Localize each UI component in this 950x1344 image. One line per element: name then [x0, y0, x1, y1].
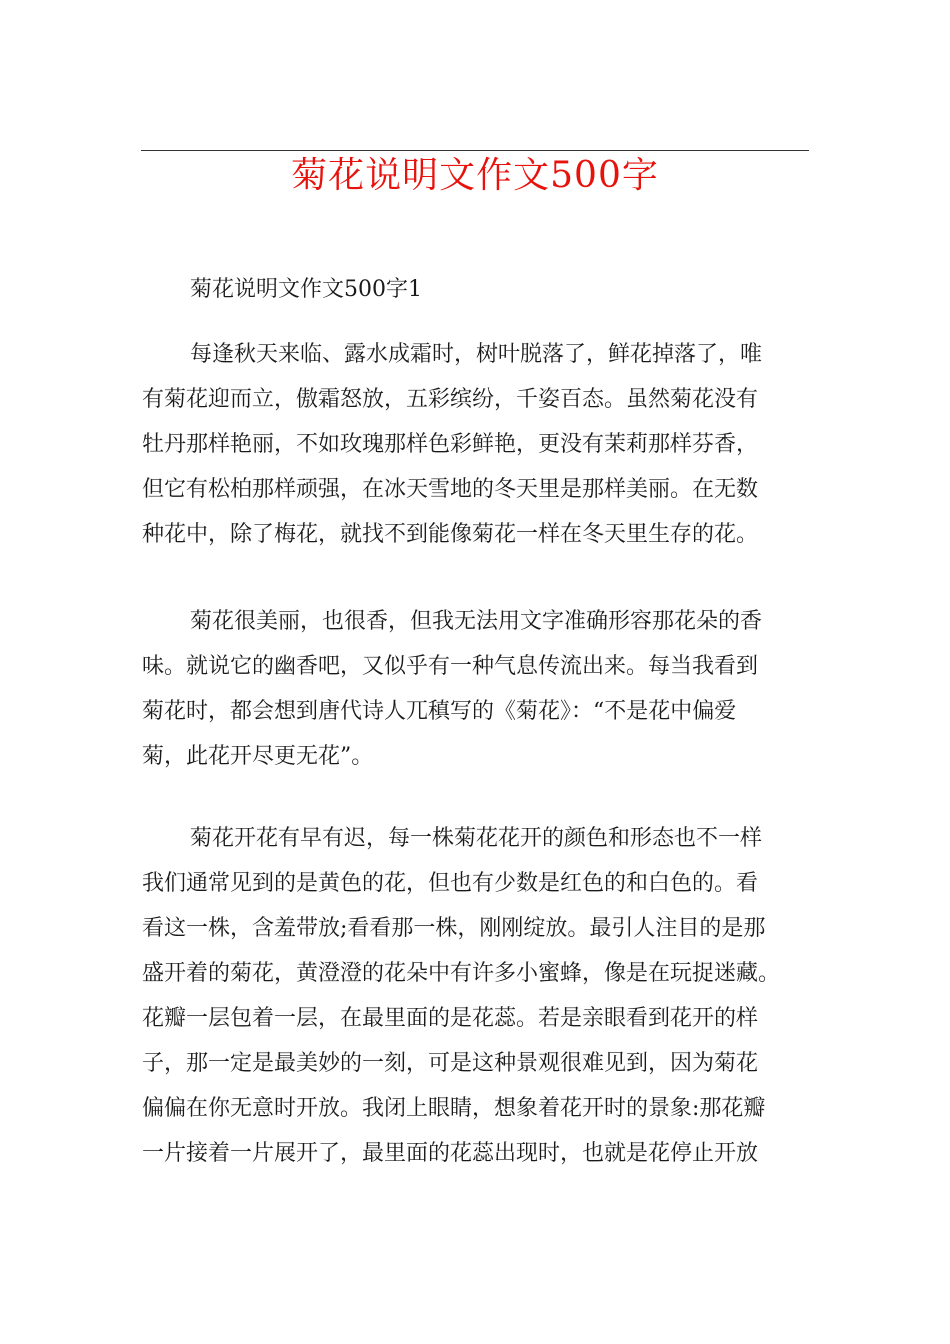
paragraph-line: 菊花时，都会想到唐代诗人兀稹写的《菊花》：“不是花中偏爱: [142, 699, 737, 724]
paragraph-3: [142, 816, 810, 1176]
paragraph-1: [142, 332, 810, 557]
paragraph-line: 但它有松柏那样顽强，在冰天雪地的冬天里是那样美丽。在无数: [142, 477, 759, 502]
paragraph-line: 种花中，除了梅花，就找不到能像菊花一样在冬天里生存的花。: [142, 522, 759, 547]
paragraph-line: 盛开着的菊花，黄澄澄的花朵中有许多小蜜蜂，像是在玩捉迷藏。: [142, 961, 781, 986]
paragraph-line: 菊，此花开尽更无花”。: [142, 744, 374, 769]
header-rule: [141, 150, 809, 151]
subtitle-line: 菊花说明文作文500字1: [190, 277, 422, 302]
section-subtitle: [142, 267, 810, 312]
paragraph-line: 我们通常见到的是黄色的花，但也有少数是红色的和白色的。看: [142, 871, 759, 896]
paragraph-line: 牡丹那样艳丽，不如玫瑰那样色彩鲜艳，更没有茉莉那样芬香，: [142, 432, 759, 457]
paragraph-line: 子，那一定是最美妙的一刻，可是这种景观很难见到，因为菊花: [142, 1051, 759, 1076]
paragraph-line: 每逢秋天来临、露水成霜时，树叶脱落了，鲜花掉落了，唯: [190, 342, 763, 367]
paragraph-2: [142, 599, 810, 779]
paragraph-line: 花瓣一层包着一层，在最里面的是花蕊。若是亲眼看到花开的样: [142, 1006, 759, 1031]
paragraph-line: 偏偏在你无意时开放。我闭上眼睛，想象着花开时的景象:那花瓣: [142, 1096, 766, 1121]
paragraph-line: 有菊花迎而立，傲霜怒放，五彩缤纷，千姿百态。虽然菊花没有: [142, 387, 759, 412]
paragraph-line: 一片接着一片展开了，最里面的花蕊出现时，也就是花停止开放: [142, 1141, 759, 1166]
document-title: 菊花说明文作文500字: [291, 155, 659, 196]
paragraph-line: 看这一株，含羞带放;看看那一株，刚刚绽放。最引人注目的是那: [142, 916, 766, 941]
paragraph-line: 味。就说它的幽香吧，又似乎有一种气息传流出来。每当我看到: [142, 654, 759, 679]
paragraph-line: 菊花开花有早有迟，每一株菊花花开的颜色和形态也不一样: [190, 826, 763, 851]
paragraph-line: 菊花很美丽，也很香，但我无法用文字准确形容那花朵的香: [190, 609, 763, 634]
